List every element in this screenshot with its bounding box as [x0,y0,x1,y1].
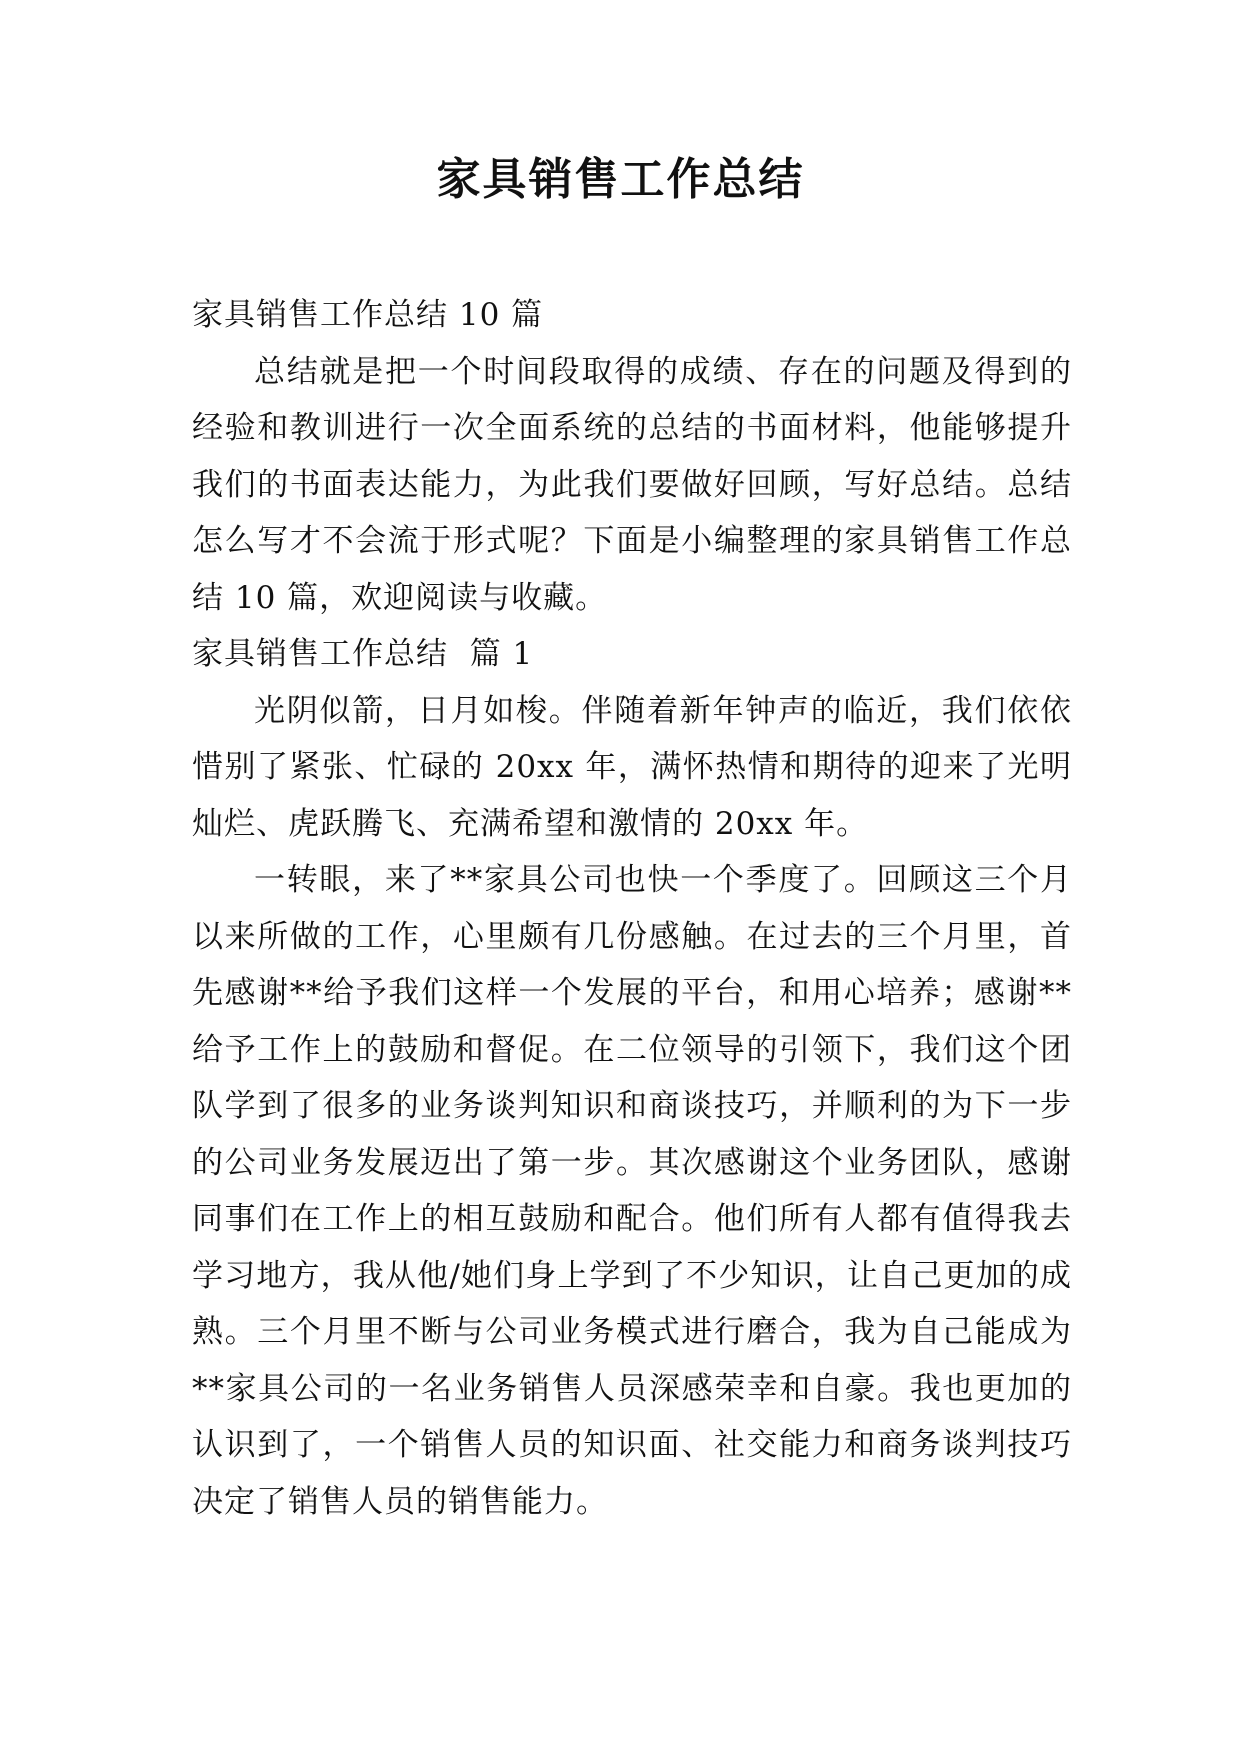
document-subtitle: 家具销售工作总结 10 篇 [192,297,544,333]
intro-paragraph: 总结就是把一个时间段取得的成绩、存在的问题及得到的经验和教训进行一次全面系统的总结的书面材料，他能够提升我们的书面表达能力，为此我们要做好回顾，写好总结。总结怎么写才不会流于形式呢？下面是小编整理的家具销售工作总结 10 篇，欢迎阅读与收藏。 [192,353,1072,616]
document-title: 家具销售工作总结 [436,154,805,205]
section-heading: 家具销售工作总结 篇 1 [192,636,534,672]
body-paragraph-2: 一转眼，来了**家具公司也快一个季度了。回顾这三个月以来所做的工作，心里颇有几份感触。在过去的三个月里，首先感谢**给予我们这样一个发展的平台，和用心培养；感谢**给予工作上的鼓励和督促。在二位领导的引领下，我们这个团队学到了很多的业务谈判知识和商谈技巧，并顺利的为下一步的公司业务发展迈出了第一步。其次感谢这个业务团队，感谢同事们在工作上的相互鼓励和配合。他们所有人都有值得我去学习地方，我从他/她们身上学到了不少知识，让自己更加的成熟。三个月里不断与公司业务模式进行磨合，我为自己能成为**家具公司的一名业务销售人员深感荣幸和自豪。我也更加的认识到了，一个销售人员的知识面、社交能力和商务谈判技巧决定了销售人员的销售能力。 [192,862,1072,1520]
body-paragraph-1: 光阴似箭，日月如梭。伴随着新年钟声的临近，我们依依惜别了紧张、忙碌的 20xx 年，满怀热情和期待的迎来了光明灿烂、虎跃腾飞、充满希望和激情的 20xx 年。 [192,692,1072,842]
document-body [192,287,1072,1530]
